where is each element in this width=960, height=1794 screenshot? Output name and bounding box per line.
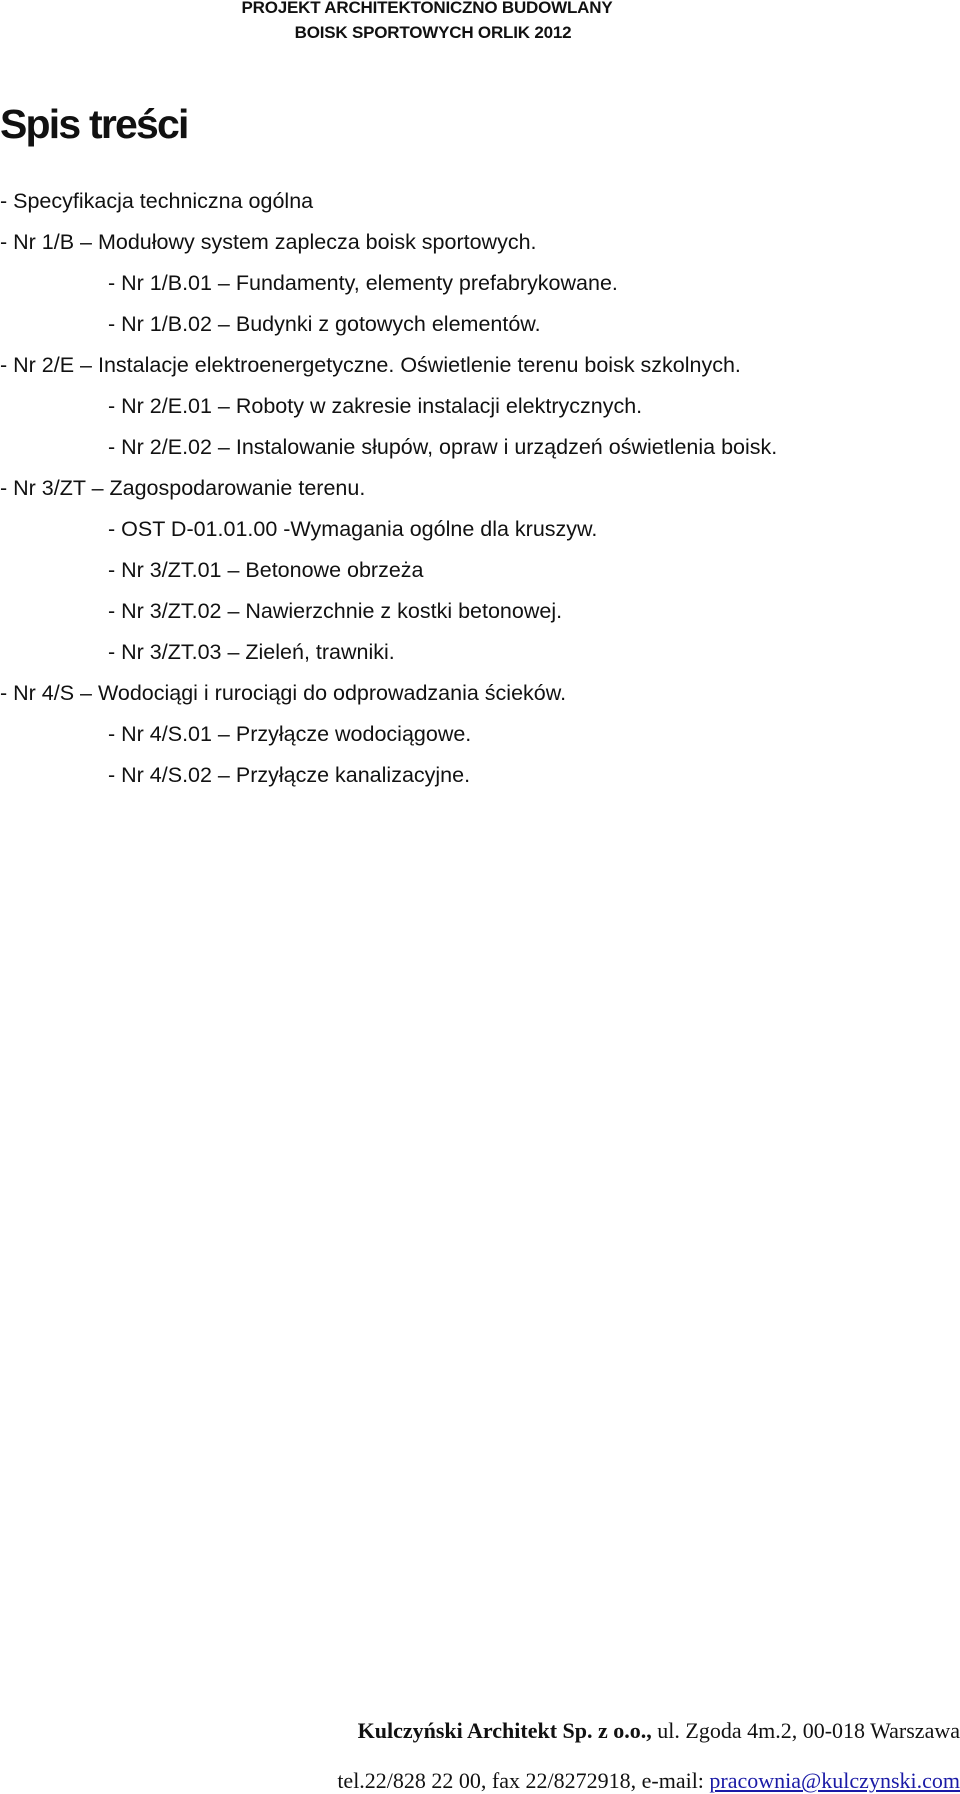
footer-email-link[interactable]: pracownia@kulczynski.com xyxy=(709,1768,960,1793)
toc-title: Spis treści xyxy=(0,101,188,147)
footer-company: Kulczyński Architekt Sp. z o.o., xyxy=(357,1718,652,1743)
toc-entry: - Nr 1/B – Modułowy system zaplecza boisk sportowych. xyxy=(0,230,537,254)
footer-address-line xyxy=(358,1718,960,1744)
toc-list xyxy=(0,184,777,799)
footer-contact-line xyxy=(337,1768,960,1794)
header-project-subtitle: BOISK SPORTOWYCH ORLIK 2012 xyxy=(294,23,572,42)
toc-subentry: - Nr 1/B.02 – Budynki z gotowych elementów. xyxy=(108,312,541,336)
toc-subentry: - OST D-01.01.00 -Wymagania ogólne dla kruszyw. xyxy=(108,517,598,541)
footer-contact: tel.22/828 22 00, fax 22/8272918, e-mail: xyxy=(337,1768,710,1793)
toc-subentry: - Nr 2/E.02 – Instalowanie słupów, opraw i urządzeń oświetlenia boisk. xyxy=(108,435,778,459)
toc-entry: - Nr 2/E – Instalacje elektroenergetyczne. Oświetlenie terenu boisk szkolnych. xyxy=(0,353,741,377)
toc-subentry: - Nr 3/ZT.03 – Zieleń, trawniki. xyxy=(108,640,395,664)
toc-subentry: - Nr 4/S.01 – Przyłącze wodociągowe. xyxy=(108,722,472,746)
toc-subentry: - Nr 3/ZT.02 – Nawierzchnie z kostki betonowej. xyxy=(108,599,563,623)
toc-entry: - Specyfikacja techniczna ogólna xyxy=(0,189,314,213)
toc-subentry: - Nr 2/E.01 – Roboty w zakresie instalacji elektrycznych. xyxy=(108,394,643,418)
toc-subentry: - Nr 1/B.01 – Fundamenty, elementy prefabrykowane. xyxy=(108,271,618,295)
toc-entry: - Nr 3/ZT – Zagospodarowanie terenu. xyxy=(0,476,366,500)
header-project-title: PROJEKT ARCHITEKTONICZNO BUDOWLANY xyxy=(241,0,613,17)
toc-entry: - Nr 4/S – Wodociągi i rurociągi do odprowadzania ścieków. xyxy=(0,681,567,705)
toc-subentry: - Nr 4/S.02 – Przyłącze kanalizacyjne. xyxy=(108,763,471,787)
footer-address: ul. Zgoda 4m.2, 00-018 Warszawa xyxy=(651,1718,960,1743)
toc-subentry: - Nr 3/ZT.01 – Betonowe obrzeża xyxy=(108,558,424,582)
